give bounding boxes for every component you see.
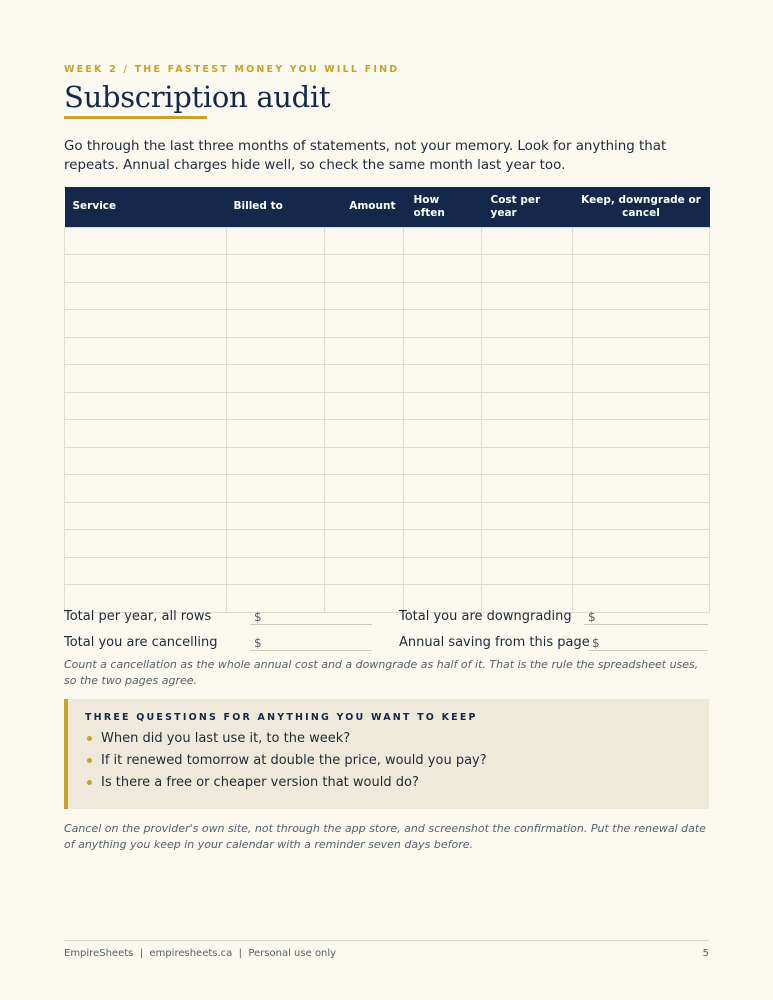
table-cell[interactable] xyxy=(404,420,482,448)
table-row xyxy=(65,502,710,530)
table-cell[interactable] xyxy=(227,282,325,310)
subscription-table xyxy=(64,187,710,613)
section-eyebrow: WEEK 2 / THE FASTEST MONEY YOU WILL FIND xyxy=(64,64,400,75)
table-cell[interactable] xyxy=(325,447,404,475)
totals-section xyxy=(64,606,709,658)
table-cell[interactable] xyxy=(404,255,482,283)
table-cell[interactable] xyxy=(227,502,325,530)
table-cell[interactable] xyxy=(65,420,227,448)
table-row xyxy=(65,557,710,585)
column-header-how-often: How often xyxy=(404,187,482,227)
table-cell[interactable] xyxy=(404,530,482,558)
table-cell[interactable] xyxy=(573,227,710,255)
table-cell[interactable] xyxy=(573,502,710,530)
table-cell[interactable] xyxy=(325,365,404,393)
table-cell[interactable] xyxy=(404,392,482,420)
column-header-cost-per-year: Cost per year xyxy=(482,187,573,227)
table-cell[interactable] xyxy=(482,475,573,503)
question-text: When did you last use it, to the week? xyxy=(101,731,351,746)
annual-saving-currency: $ xyxy=(592,636,600,650)
table-cell[interactable] xyxy=(325,310,404,338)
list-item xyxy=(85,772,709,794)
bullet-dot-icon xyxy=(87,736,92,741)
page-number: 5 xyxy=(702,948,709,959)
table-cell[interactable] xyxy=(227,557,325,585)
table-cell[interactable] xyxy=(227,420,325,448)
table-row xyxy=(65,475,710,503)
table-cell[interactable] xyxy=(227,475,325,503)
table-cell[interactable] xyxy=(482,392,573,420)
table-cell[interactable] xyxy=(65,337,227,365)
total-per-year-field[interactable] xyxy=(250,624,372,625)
table-cell[interactable] xyxy=(65,365,227,393)
table-cell[interactable] xyxy=(573,392,710,420)
table-row xyxy=(65,392,710,420)
table-cell[interactable] xyxy=(404,475,482,503)
cancellation-tip-note: Cancel on the provider's own site, not through the app store, and screenshot the confirmation. Put the renewal date of anything you keep in your calendar with a reminder seven days before. xyxy=(64,822,706,851)
page-title: Subscription audit xyxy=(64,80,331,114)
annual-saving-label: Annual saving from this page xyxy=(399,635,590,650)
total-cancelling-field[interactable] xyxy=(250,650,372,651)
footer-divider xyxy=(64,940,709,941)
table-cell[interactable] xyxy=(573,337,710,365)
table-cell[interactable] xyxy=(404,365,482,393)
table-cell[interactable] xyxy=(325,255,404,283)
table-cell[interactable] xyxy=(573,530,710,558)
bullet-dot-icon xyxy=(87,780,92,785)
table-cell[interactable] xyxy=(573,255,710,283)
table-cell[interactable] xyxy=(227,392,325,420)
table-cell[interactable] xyxy=(227,227,325,255)
keep-questions-callout xyxy=(64,699,709,809)
question-text: If it renewed tomorrow at double the price, would you pay? xyxy=(101,753,487,768)
table-row xyxy=(65,282,710,310)
table-row xyxy=(65,530,710,558)
table-cell[interactable] xyxy=(65,282,227,310)
total-per-year-currency: $ xyxy=(254,610,262,624)
table-row xyxy=(65,420,710,448)
table-cell[interactable] xyxy=(482,255,573,283)
table-cell[interactable] xyxy=(325,337,404,365)
intro-text: Go through the last three months of statements, not your memory. Look for anything that repeats. Annual charges hide well, so check the same month last year too. xyxy=(64,139,667,173)
table-cell[interactable] xyxy=(573,310,710,338)
column-header-service: Service xyxy=(65,187,227,227)
total-downgrading-currency: $ xyxy=(588,610,596,624)
table-cell[interactable] xyxy=(404,282,482,310)
total-cancelling-label: Total you are cancelling xyxy=(64,635,218,650)
table-header-row xyxy=(65,187,710,227)
table-cell[interactable] xyxy=(227,447,325,475)
table-cell[interactable] xyxy=(404,447,482,475)
table-cell[interactable] xyxy=(573,420,710,448)
column-header-amount: Amount xyxy=(325,187,404,227)
table-cell[interactable] xyxy=(227,310,325,338)
table-cell[interactable] xyxy=(325,502,404,530)
table-row xyxy=(65,447,710,475)
list-item xyxy=(85,728,709,750)
table-cell[interactable] xyxy=(325,392,404,420)
table-cell[interactable] xyxy=(573,475,710,503)
table-cell[interactable] xyxy=(227,530,325,558)
bullet-dot-icon xyxy=(87,758,92,763)
table-row xyxy=(65,310,710,338)
table-cell[interactable] xyxy=(482,420,573,448)
table-cell[interactable] xyxy=(482,447,573,475)
annual-saving-field[interactable] xyxy=(588,650,708,651)
table-cell[interactable] xyxy=(325,475,404,503)
table-cell[interactable] xyxy=(325,282,404,310)
table-cell[interactable] xyxy=(65,227,227,255)
table-cell[interactable] xyxy=(482,365,573,393)
calculation-rule-note: Count a cancellation as the whole annual cost and a downgrade as half of it. That is the rule the spreadsheet uses, so the two pages agree. xyxy=(64,658,699,687)
callout-title: THREE QUESTIONS FOR ANYTHING YOU WANT TO KEEP xyxy=(85,712,478,723)
table-body xyxy=(65,227,710,612)
table-cell[interactable] xyxy=(325,420,404,448)
table-cell[interactable] xyxy=(573,282,710,310)
table-cell[interactable] xyxy=(227,255,325,283)
table-cell[interactable] xyxy=(482,557,573,585)
table-cell[interactable] xyxy=(404,337,482,365)
table-cell[interactable] xyxy=(227,365,325,393)
table-cell[interactable] xyxy=(65,530,227,558)
table-row xyxy=(65,365,710,393)
table-cell[interactable] xyxy=(404,557,482,585)
table-cell[interactable] xyxy=(482,227,573,255)
list-item xyxy=(85,750,709,772)
table-cell[interactable] xyxy=(65,310,227,338)
total-per-year-label: Total per year, all rows xyxy=(64,609,212,624)
table-cell[interactable] xyxy=(65,475,227,503)
table-cell[interactable] xyxy=(482,530,573,558)
table-cell[interactable] xyxy=(573,557,710,585)
table-row xyxy=(65,227,710,255)
table-cell[interactable] xyxy=(482,282,573,310)
table-cell[interactable] xyxy=(404,310,482,338)
table-cell[interactable] xyxy=(573,365,710,393)
table-cell[interactable] xyxy=(325,227,404,255)
table-cell[interactable] xyxy=(65,447,227,475)
table-cell[interactable] xyxy=(482,502,573,530)
table-row xyxy=(65,337,710,365)
table-cell[interactable] xyxy=(325,530,404,558)
total-downgrading-field[interactable] xyxy=(584,624,708,625)
total-cancelling-currency: $ xyxy=(254,636,262,650)
table-cell[interactable] xyxy=(482,310,573,338)
title-underline xyxy=(64,116,207,119)
footer-brand: EmpireSheets | empiresheets.ca | Personal use only xyxy=(64,948,337,959)
table-cell[interactable] xyxy=(325,557,404,585)
table-cell[interactable] xyxy=(65,255,227,283)
column-header-billed-to: Billed to xyxy=(227,187,325,227)
column-header-decision: Keep, downgrade or cancel xyxy=(573,187,710,227)
table-cell[interactable] xyxy=(65,502,227,530)
table-cell[interactable] xyxy=(482,337,573,365)
table-row xyxy=(65,255,710,283)
table-cell[interactable] xyxy=(404,227,482,255)
table-cell[interactable] xyxy=(65,392,227,420)
table-cell[interactable] xyxy=(65,557,227,585)
total-downgrading-label: Total you are downgrading xyxy=(399,609,572,624)
table-cell[interactable] xyxy=(404,502,482,530)
questions-list xyxy=(85,728,709,794)
table-cell[interactable] xyxy=(573,447,710,475)
question-text: Is there a free or cheaper version that would do? xyxy=(101,775,419,790)
table-cell[interactable] xyxy=(227,337,325,365)
